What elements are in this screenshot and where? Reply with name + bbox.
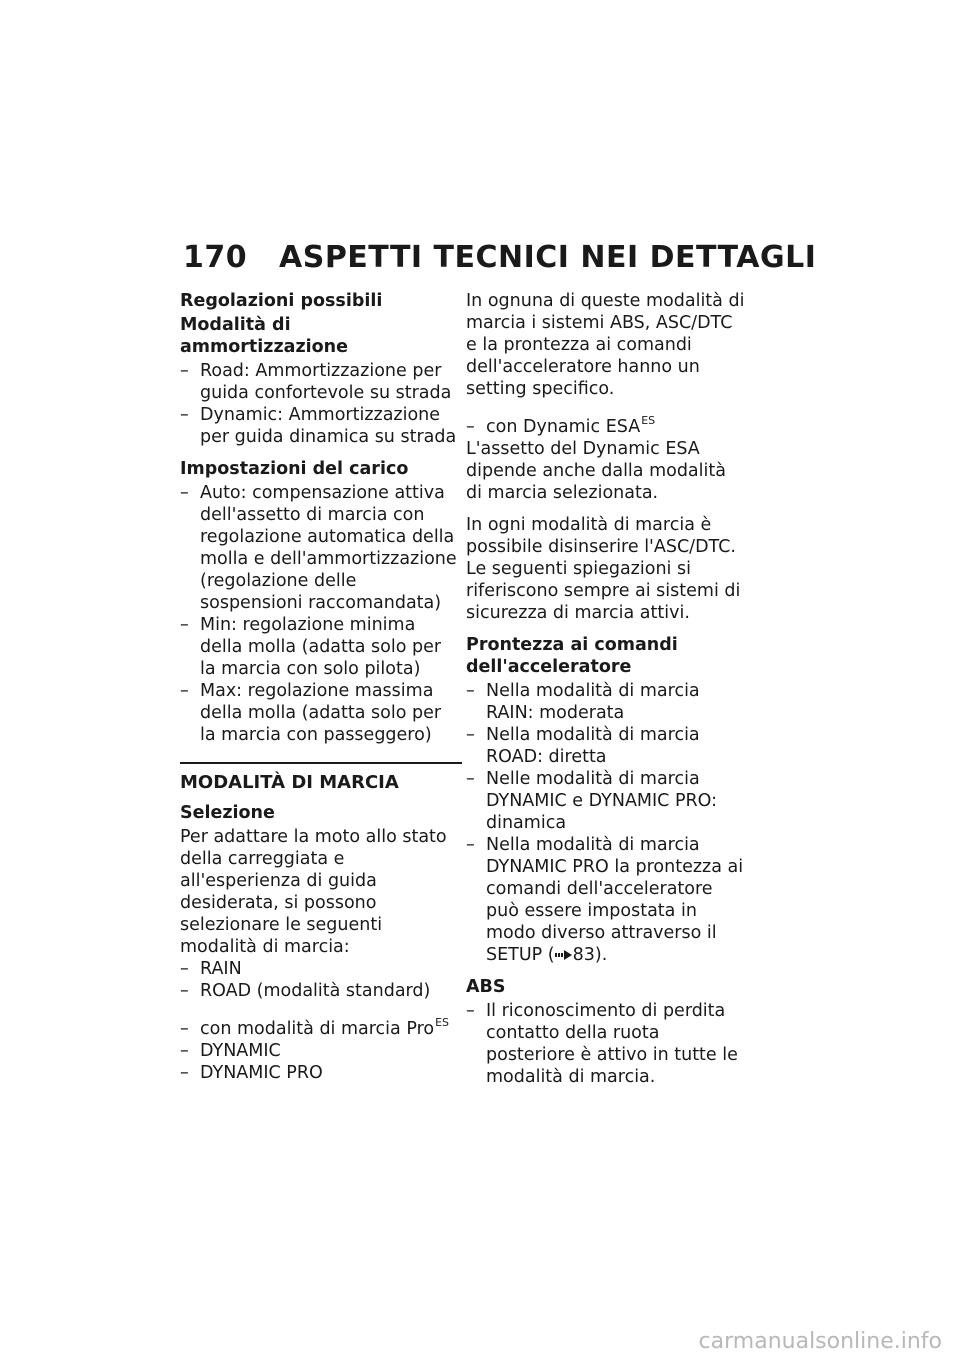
heading-modalita-marcia: MODALITÀ DI MARCIA <box>180 772 399 793</box>
list-item: – Max: regolazione massima della molla (adatta solo per la marcia con passeggero) <box>180 680 462 746</box>
esa-text: L'assetto del Dynamic ESA dipende anche dalla modalità di marcia selezionata. <box>466 439 726 503</box>
list-item: – RAIN <box>180 958 462 980</box>
list-item: – Il riconoscimento di perdita contatto della ruota posteriore è attivo in tutte le modalità di marcia. <box>466 1000 746 1088</box>
list-item: – ROAD (modalità standard) <box>180 980 462 1002</box>
disinserire-text: In ogni modalità di marcia è possibile disinserire l'ASC/DTC. <box>466 515 736 557</box>
abs-list <box>466 1000 746 1088</box>
pro-label: con modalità di marcia Pro <box>200 1019 435 1039</box>
option-tag: ES <box>641 414 656 427</box>
list-item: – Min: regolazione minima della molla (adatta solo per la marcia con solo pilota) <box>180 614 462 680</box>
load-list <box>180 482 462 746</box>
list-item: – Nella modalità di marcia ROAD: diretta <box>466 724 746 768</box>
page-number: 170 <box>183 240 248 275</box>
section-title: ASPETTI TECNICI NEI DETTAGLI <box>279 240 817 275</box>
list-item: – Dynamic: Ammortizzazione per guida dinamica su strada <box>180 404 462 448</box>
intro-text: In ognuna di queste modalità di marcia i sistemi ABS, ASC/DTC e la prontezza ai comandi dell'acceleratore hanno un setting specifico. <box>466 291 745 399</box>
list-item: – DYNAMIC <box>180 1040 462 1062</box>
heading-selezione: Selezione <box>180 803 275 823</box>
page-reference-arrow-icon <box>555 949 573 961</box>
list-item: – Auto: compensazione attiva dell'assetto di marcia con regolazione automatica della molla e dell'ammortizzazione (regolazione delle sospensioni raccomandata) <box>180 482 462 614</box>
esa-label: con Dynamic ESA <box>486 417 641 437</box>
modes-list-a <box>180 958 462 1002</box>
list-item-pro <box>180 1012 462 1040</box>
list-item: – Road: Ammortizzazione per guida confortevole su strada <box>180 360 462 404</box>
page-header <box>183 240 816 275</box>
list-item: – DYNAMIC PRO <box>180 1062 462 1084</box>
left-column <box>180 290 462 1084</box>
page-reference: 83). <box>572 945 608 965</box>
esa-list <box>466 410 746 438</box>
heading-impostazioni-carico: Impostazioni del carico <box>180 459 409 479</box>
section-divider <box>180 762 462 764</box>
heading-modalita-ammortizzazione: Modalità di ammortizzazione <box>180 315 349 357</box>
damping-list <box>180 360 462 448</box>
list-item-esa <box>466 410 746 438</box>
list-item: – Nelle modalità di marcia DYNAMIC e DYNAMIC PRO: dinamica <box>466 768 746 834</box>
throttle-list <box>466 680 746 966</box>
selezione-text: Per adattare la moto allo stato della carreggiata e all'esperienza di guida desiderata, si possono selezionare le seguenti modalità di marcia: <box>180 827 447 957</box>
right-column <box>466 290 746 1098</box>
heading-regolazioni: Regolazioni possibili <box>180 291 383 311</box>
modes-list-b <box>180 1012 462 1084</box>
seguenti-text: Le seguenti spiegazioni si riferiscono sempre ai sistemi di sicurezza di marcia attivi. <box>466 559 741 623</box>
heading-prontezza: Prontezza ai comandi dell'acceleratore <box>466 635 678 677</box>
list-item-setup <box>466 834 746 966</box>
heading-abs: ABS <box>466 977 506 997</box>
watermark: carmanualsonline.info <box>698 1329 942 1354</box>
list-item: – Nella modalità di marcia RAIN: moderata <box>466 680 746 724</box>
option-tag: ES <box>435 1016 450 1029</box>
setup-text: Nella modalità di marcia DYNAMIC PRO la prontezza ai comandi dell'acceleratore può essere impostata in modo diverso attraverso il SETUP ( <box>486 835 744 965</box>
